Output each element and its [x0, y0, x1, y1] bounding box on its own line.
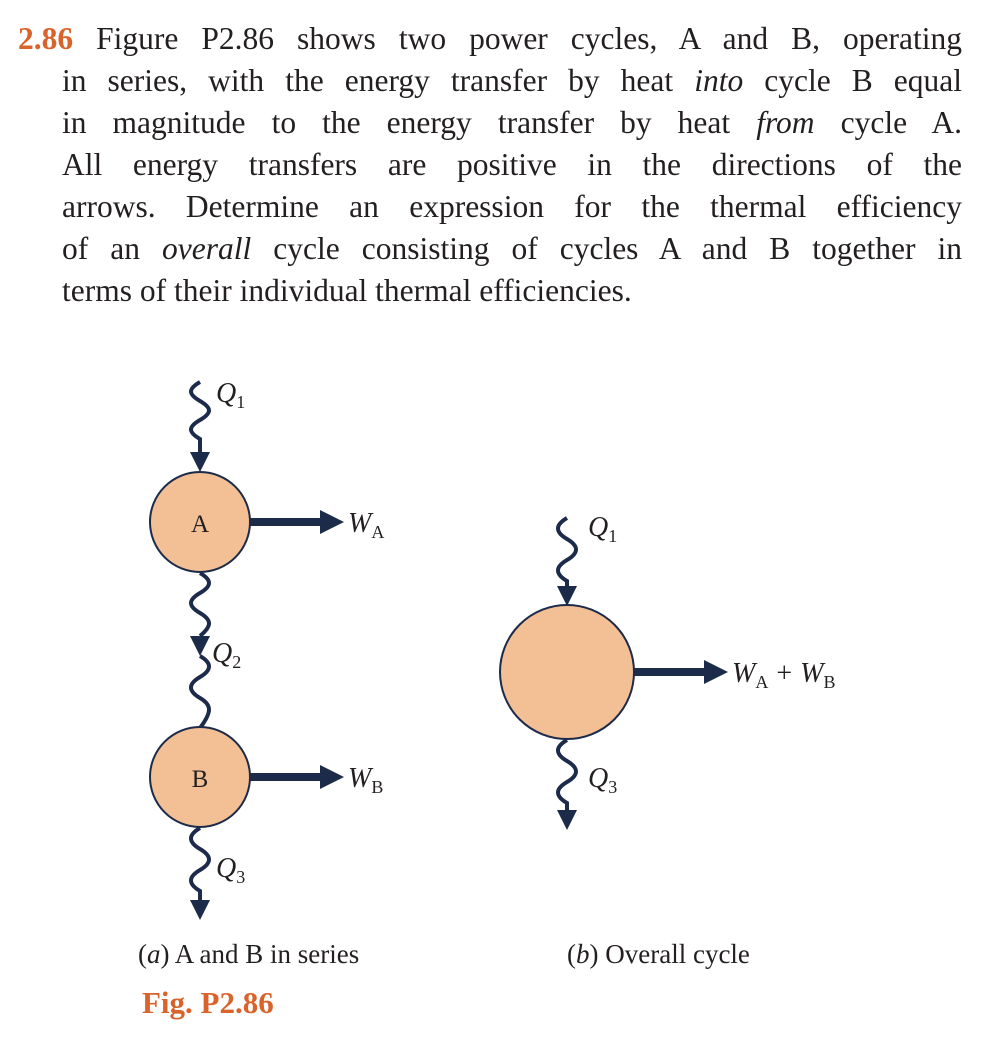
q3-label: $Q_3$ — [216, 853, 246, 887]
cycle-a-label: A — [190, 511, 210, 538]
overall-work-label: $W_A + W_B$ — [732, 658, 836, 692]
emphasis-into: into — [694, 63, 744, 98]
wb-arrowhead — [320, 765, 344, 789]
problem-number: 2.86 — [18, 21, 74, 56]
caption-b: (b) Overall cycle — [567, 939, 750, 969]
problem-line-4: All energy transfers are positive in the directions of the — [62, 147, 962, 182]
emphasis-from: from — [756, 105, 815, 140]
q3-arrowhead — [190, 900, 210, 920]
series-diagram — [150, 382, 344, 920]
problem-line-5: arrows. Determine an expression for the thermal efficiency — [62, 189, 962, 224]
problem-line-2: in series, with the energy transfer by heat into cycle B equal — [62, 63, 963, 98]
cycle-b-label: B — [191, 766, 209, 793]
q1-label: $Q_1$ — [216, 378, 246, 412]
wb-label: $W_B$ — [348, 763, 384, 797]
q2-heat-arrow — [191, 573, 209, 636]
overall-q3-label: $Q_3$ — [588, 763, 618, 797]
problem-line-1: 2.86 Figure P2.86 shows two power cycles, A and B, operating — [18, 21, 963, 56]
overall-q1-heat-arrow — [558, 518, 576, 590]
q2-arrowhead — [190, 636, 210, 656]
overall-work-arrowhead — [704, 660, 728, 684]
q2-heat-line-lower — [191, 656, 209, 728]
overall-cycle-circle — [500, 605, 634, 739]
overall-q3-arrowhead — [557, 810, 577, 830]
problem-line-3: in magnitude to the energy transfer by heat from cycle A. — [62, 105, 962, 140]
wa-label: $W_A$ — [348, 508, 385, 542]
overall-q1-label: $Q_1$ — [588, 512, 618, 546]
emphasis-overall: overall — [162, 231, 252, 266]
wa-arrowhead — [320, 510, 344, 534]
q1-arrowhead — [190, 452, 210, 472]
q3-heat-arrow — [191, 828, 209, 902]
problem-line-6: of an overall cycle consisting of cycles A and B together in — [62, 231, 962, 266]
q1-heat-arrow — [191, 382, 209, 456]
overall-q3-heat-arrow — [558, 740, 576, 812]
overall-q1-arrowhead — [557, 586, 577, 606]
figure-label: Fig. P2.86 — [142, 985, 274, 1020]
q2-label: $Q_2$ — [212, 638, 242, 672]
problem-line-7: terms of their individual thermal efficiencies. — [62, 273, 632, 308]
caption-a: (a) A and B in series — [138, 939, 360, 969]
